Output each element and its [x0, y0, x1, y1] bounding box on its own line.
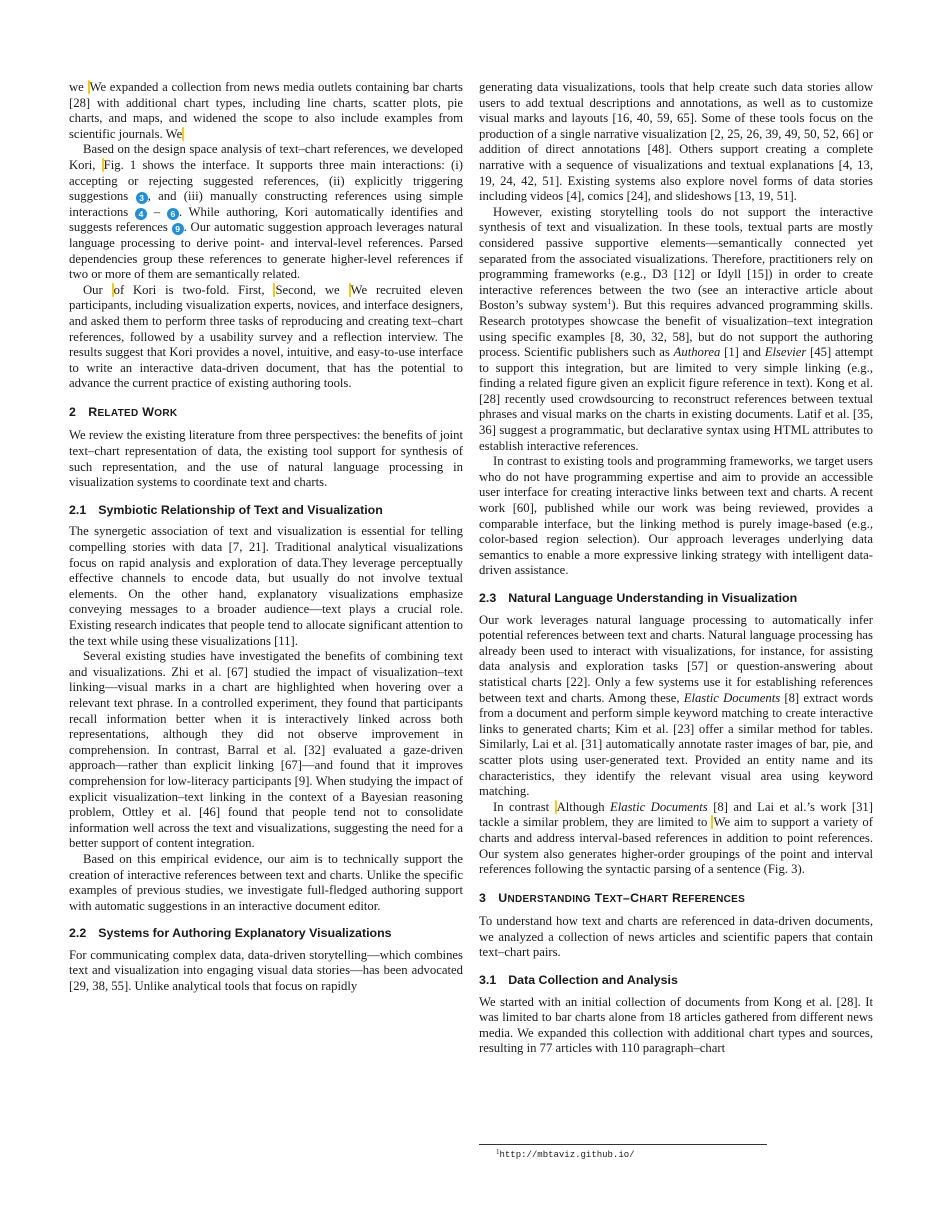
- badge-3: 3: [136, 192, 148, 204]
- paragraph: However, existing storytelling tools do not support the interactive synthesis of text and visualization. In these tools, textual parts are mostly considered passive supportive elements—semantically connected yet separated from the associated visualizations. Therefore, practitioners rely on programming frameworks (e.g., D3 [12] or Idyll [15]) in order to create interactive references between the two (see an interactive article about Boston’s subway system$^1$). But this requires advanced programming skills. Research prototypes showcase the benefit of visualization–text integration using specific examples [8, 30, 32, 58], but do not support the authoring process. Scientific publishers such as Authorea [1] and Elsevier [45] attempt to support this integration, but are limited to very simple linking (e.g., finding a related figure given an explicit figure reference in text). Kong et al. [28] recently used crowdsourcing to reconstruct references between textual phrases and visual marks on the charts in existing documents. Latif et al. [35, 36] suggest a programmatic, but declarative syntax using HTML attributes to establish interactive references.: [479, 204, 873, 453]
- paragraph: We started with an initial collection of documents from Kong et al. [28]. It was limited to bar charts alone from 18 articles gathered from different news media. We expanded this collection with additional chart types and sources, resulting in 77 articles with 110 paragraph–chart: [479, 994, 873, 1056]
- paragraph: We review the existing literature from three perspectives: the benefits of joint text–chart representation of data, the existing tool support for synthesis of such representation, and the use of natural language processing in visualization systems to coordinate text and charts.: [69, 428, 463, 490]
- paragraph: generating data visualizations, tools that help create such data stories allow users to add textual descriptions and annotations, as well as to customize visual marks and layouts [16, 40, 59, 65]. Some of these tools focus on the production of a single narrative visualization [2, 25, 26, 39, 49, 50, 52, 66] or addition of direct annotations [48]. Others support creating a complete narrative with a sequence of visualizations and textual explanations [4, 13, 19, 24, 42, 51]. Existing systems also explore novel forms of data stories including videos [4], comics [24], and slideshows [13, 19, 51].: [479, 80, 873, 204]
- paragraph: For communicating complex data, data-driven storytelling—which combines text and visualization into engaging visual data stories—has been advocated [29, 38, 55]. Unlike analytical tools that focus on rapidly: [69, 947, 463, 994]
- section-heading: 3 UNDERSTANDING TEXT–CHART REFERENCES: [479, 890, 746, 905]
- paragraph: In contrast to existing tools and programming frameworks, we target users who do not have programming expertise and aim to provide an accessible user interface for creating interactive links between text and charts. A recent work [60], published while our work was being reviewed, provides a comparable interface, but the linking method is purely image-based (e.g., color-based region selection). Our approach leverages underlying data semantics to enable a more expressive linking strategy with intelligent data-driven assistance.: [479, 454, 873, 578]
- paragraph: To understand how text and charts are referenced in data-driven documents, we analyzed a collection of news articles and scientific papers that contain text–chart pairs.: [479, 914, 873, 960]
- paragraph: Based on the design space analysis of text–chart references, we developed Kori, Fig. 1 shows the interface. It supports three main interactions: (i) accepting or rejecting suggested references, (ii) explicitly triggering suggestions 3 , and (iii) manually constructing references using simple interactions 4 – 6 . While authoring, Kori automatically identifies and suggests references 9 . Our automatic suggestion approach leverages natural language processing to derive point- and interval-level references. Parsed dependencies group these references to generate higher-level references if two or more of them are semantically related.: [69, 142, 463, 282]
- footnote-divider: [479, 1144, 767, 1145]
- badge-4: 4: [135, 208, 147, 220]
- paragraph: Our work leverages natural language processing to automatically infer potential references between text and charts. Natural language processing has already been used to interact with visualizations, for instance, for assisting data analysis and exploration tasks [57] or question-answering about statistical charts [22]. Only a few systems use it for establishing references between text and charts. Among these, Elastic Documents [8] extract words from a document and perform simple keyword matching to create interactive links to generated charts; Kim et al. [23] offer a similar method for tables. Similarly, Lai et al. [31] automatically annotate raster images of bar, pie, and scatter plots using user-generated text. Provided an entity name and its characteristics, they identify the relevant visual area using keyword matching.: [479, 612, 874, 799]
- paragraph: Based on this empirical evidence, our aim is to technically support the creation of interactive references between text and charts. Unlike the specific examples of previous studies, we investigate full-fledged authoring support with automatic suggestions in an interactive document editor.: [69, 851, 463, 913]
- paragraph: Several existing studies have investigated the benefits of combining text and visualizations. Zhi et al. [67] studied the impact of visualization–text linking—visual marks in a chart are highlighted when hovering over a relevant text phrase. In a controlled experiment, they found that participants recall information better when it is interactively linked across both representations, although they did not observe improvement in comprehension. In contrast, Barral et al. [32] evaluated a gaze-driven approach—rather than explicit linking [67]—and found that it improves comprehension for low-literacy participants [9]. When studying the impact of explicit visualization–text linking in the context of a Bayesian reasoning problem, Ottley et al. [46] found that people tend not to consolidate information well across the text and visualizations, suggesting the need for a better support of content integration.: [69, 649, 463, 851]
- badge-6: 6: [167, 208, 179, 220]
- paragraph: In contrast Although Elastic Documents [8] and Lai et al.’s work [31] tackle a similar problem, they are limited to We aim to support a variety of charts and address interval-based references in addition to point references. Our system also generates higher-order groupings of the point and interval references following the syntactic parsing of a sentence (Fig. 3).: [479, 799, 873, 877]
- left-column: [69, 80, 463, 995]
- paragraph: The synergetic association of text and visualization is essential for telling compelling stories with data [7, 21]. Traditional analytical visualizations focus on rapid analysis and exploration of data.They leverage perceptually effective channels to encode data, but usually do not involve textual elements. On the other hand, explanatory visualizations emphasize conveying messages to a broader audience—text plays a crucial role. Existing research indicates that people tend to allocate significant attention to the text while using these visualizations [11].: [69, 524, 463, 648]
- subsection-heading: 3.1 Data Collection and Analysis: [479, 973, 678, 988]
- footnote-url[interactable]: http://mbtaviz.github.io/: [499, 1150, 635, 1160]
- badge-9: 9: [172, 223, 184, 235]
- redaction-highlight: [182, 127, 184, 141]
- subsection-heading: 2.3 Natural Language Understanding in Visualization: [479, 591, 798, 605]
- footnote: $^1$http://mbtaviz.github.io/: [496, 1148, 635, 1160]
- subsection-heading: 2.1 Symbiotic Relationship of Text and Visualization: [69, 502, 383, 517]
- footnote-marker: 1: [607, 297, 612, 307]
- right-column: [479, 80, 873, 1057]
- subsection-heading: 2.2 Systems for Authoring Explanatory Visualizations: [69, 926, 392, 941]
- paragraph: Our of Kori is two-fold. First, Second, we We recruited eleven participants, including visualization experts, novices, and interface designers, and asked them to perform three tasks of reproducing and creating text–chart references, followed by a usability survey and a reflection interview. The results suggest that Kori provides a novel, intuitive, and easy-to-use interface to write an interactive data-driven document, that has the potential to advance the current practice of existing authoring tools.: [69, 282, 463, 391]
- paragraph: we We expanded a collection from news media outlets containing bar charts [28] with additional chart types, including line charts, scatter plots, pie charts, and maps, and widened the scope to also include examples from scientific journals. We: [69, 80, 463, 141]
- section-heading: 2 RELATED WORK: [69, 404, 178, 419]
